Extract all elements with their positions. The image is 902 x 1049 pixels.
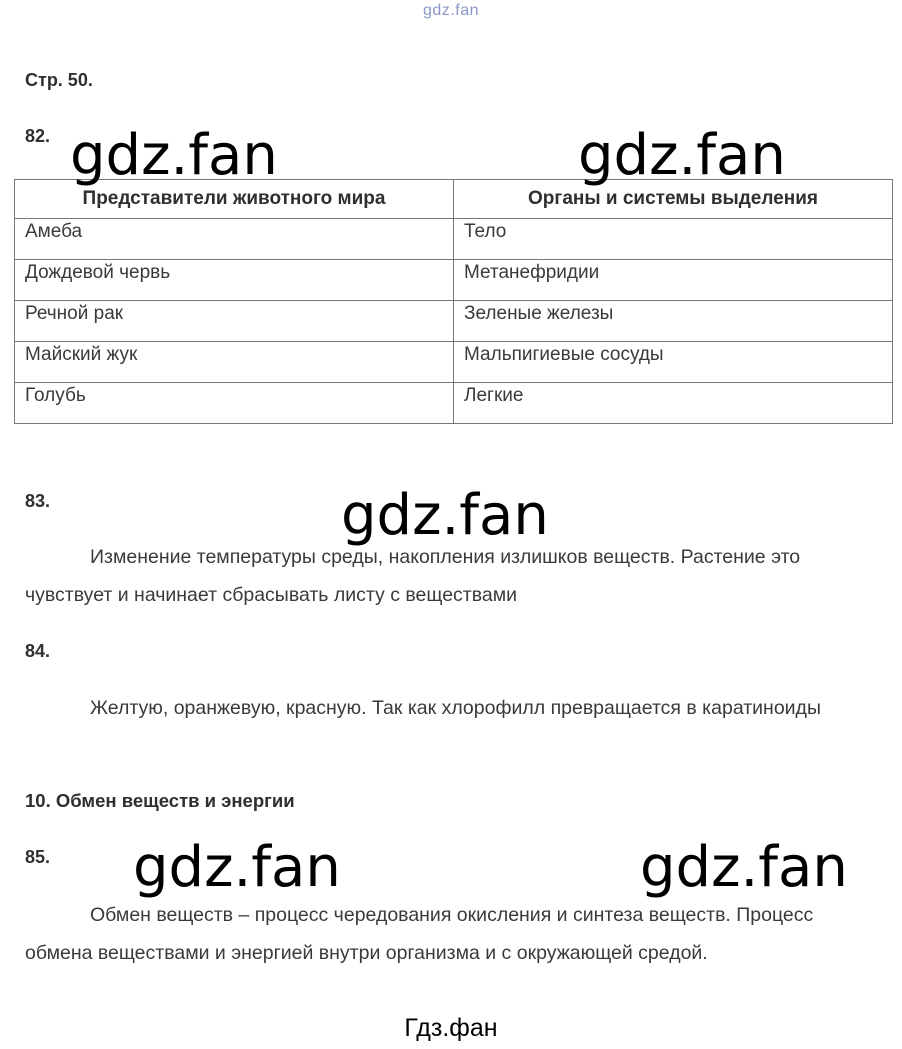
watermark-text: gdz.fan (578, 123, 786, 188)
watermark-text: gdz.fan (640, 835, 848, 900)
table-cell-organ: Мальпигиевые сосуды (454, 342, 893, 383)
task-84-answer: Желтую, оранжевую, красную. Так как хлорофилл превращается в каратиноиды (90, 697, 821, 719)
task-84-number: 84. (25, 641, 51, 661)
table-row (15, 383, 893, 424)
watermark-text: gdz.fan (70, 123, 278, 188)
table-cell-organ: Легкие (454, 383, 893, 424)
watermark-text: gdz.fan (341, 483, 549, 548)
table-cell-animal: Дождевой червь (15, 260, 454, 301)
table-cell-organ: Тело (454, 219, 893, 260)
task-83-answer: Изменение температуры среды, накопления излишков веществ. Растение это чувствует и начинает сбрасывать листу с веществами (25, 546, 801, 606)
task-85-number: 85. (25, 847, 51, 867)
task-82-number: 82. (25, 126, 51, 146)
table-cell-organ: Зеленые железы (454, 301, 893, 342)
section-title: 10. Обмен веществ и энергии (25, 790, 295, 811)
table-header-organs: Органы и системы выделения (454, 180, 893, 219)
table-cell-animal: Речной рак (15, 301, 454, 342)
table-cell-animal: Голубь (15, 383, 454, 424)
task-85-answer: Обмен веществ – процесс чередования окисления и синтеза веществ. Процесс обмена веществами и энергией внутри организма и с окружающей средой. (25, 904, 814, 964)
task-83-number: 83. (25, 491, 51, 511)
footer-site-name: Гдз.фан (404, 1014, 498, 1042)
table-row (15, 219, 893, 260)
table-row (15, 342, 893, 383)
top-watermark: gdz.fan (423, 2, 479, 19)
excretion-table (14, 179, 893, 424)
table-header-animals: Представители животного мира (15, 180, 454, 219)
table-row (15, 260, 893, 301)
table-cell-organ: Метанефридии (454, 260, 893, 301)
table-row (15, 301, 893, 342)
page-reference: Стр. 50. (25, 70, 93, 90)
table-cell-animal: Майский жук (15, 342, 454, 383)
table-cell-animal: Амеба (15, 219, 454, 260)
watermark-text: gdz.fan (133, 835, 341, 900)
